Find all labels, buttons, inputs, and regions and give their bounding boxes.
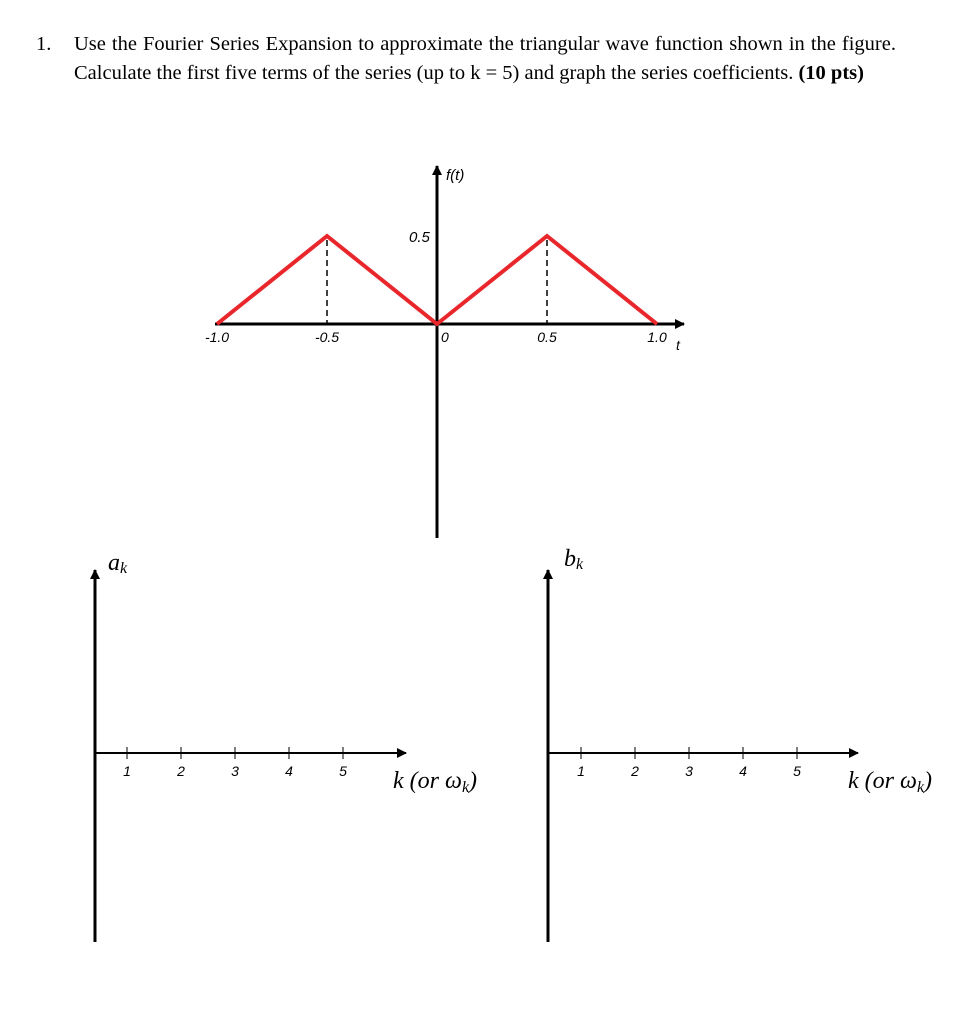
bk-plot xyxy=(548,546,932,942)
ak-tick-label: 4 xyxy=(285,763,293,779)
problem-text: Use the Fourier Series Expansion to approximate the triangular wave function shown in the figure. Calculate the first five terms of the series (up to k = 5) and graph the series coefficients. xyxy=(74,33,896,84)
bk-tick-label: 2 xyxy=(631,763,639,779)
bk-axis-label: bk xyxy=(564,546,584,573)
f-axis-label: f(t) xyxy=(446,167,465,184)
t-axis-label: t xyxy=(676,337,680,353)
bk-tick-label: 4 xyxy=(739,763,747,779)
ak-plot xyxy=(95,550,477,942)
bk-tick-label: 3 xyxy=(685,763,693,779)
t-tick-label: -1.0 xyxy=(204,329,230,345)
bk-k-axis-label: k (or ωk) xyxy=(848,768,933,796)
ak-tick-label: 3 xyxy=(231,763,239,779)
peak-value-label: 0.5 xyxy=(409,229,430,246)
t-tick-label: -0.5 xyxy=(314,329,340,345)
triangular-wave-figure xyxy=(205,166,684,538)
t-tick-label: 0.5 xyxy=(537,329,557,345)
bk-tick-label: 5 xyxy=(793,763,801,779)
ak-axis-label: ak xyxy=(108,550,128,577)
ak-k-ticks xyxy=(123,747,347,779)
problem-number: 1. xyxy=(36,33,52,55)
bk-k-ticks xyxy=(577,747,801,779)
problem-points: (10 pts) xyxy=(798,62,864,84)
ak-k-axis-label: k (or ωk) xyxy=(393,768,478,796)
ak-tick-label: 5 xyxy=(339,763,347,779)
origin-label: 0 xyxy=(441,329,449,345)
ak-tick-label: 2 xyxy=(177,763,185,779)
bk-tick-label: 1 xyxy=(577,763,585,779)
t-tick-label: 1.0 xyxy=(647,329,667,345)
ak-tick-label: 1 xyxy=(123,763,131,779)
